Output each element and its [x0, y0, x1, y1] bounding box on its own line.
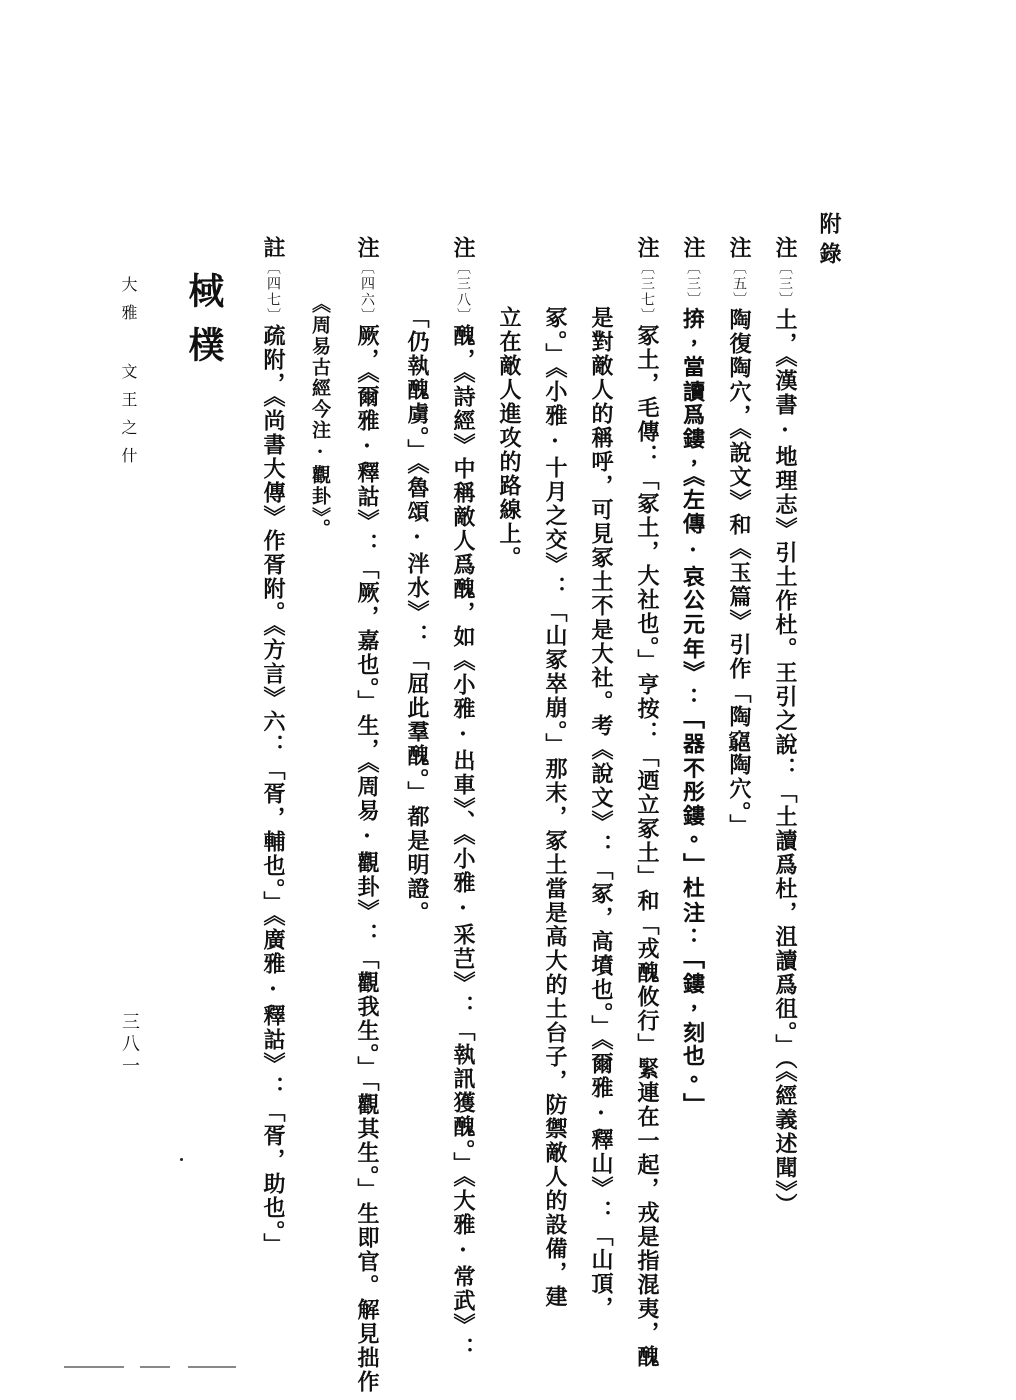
note-number: 〔四六〕: [359, 260, 375, 324]
note-label: 注: [680, 236, 706, 260]
note-label: 註: [260, 236, 286, 260]
note-4: [636, 236, 658, 1369]
note-number: 〔五〕: [731, 260, 747, 308]
note-5-continuation: 「仍執醜虜。」《魯頌·泮水》：「屈此羣醜。」都是明證。: [404, 306, 430, 925]
note-7: [262, 236, 284, 1257]
note-label: 注: [772, 236, 798, 260]
note-1: [774, 236, 796, 1217]
note-text-line: 陶復陶穴，《說文》和《玉篇》引作「陶𥨪陶穴。」: [726, 308, 752, 838]
note-number: 〔三〕: [777, 260, 793, 308]
note-text-line: 土，《漢書·地理志》引土作杜。王引之說：「土讀爲杜，沮讀爲徂。」（《經義述聞》）: [772, 308, 798, 1217]
scan-speck: [180, 1158, 183, 1161]
note-text-line: 醜，《詩經》中稱敵人爲醜，如《小雅·出車》、《小雅·采芑》：「執訊獲醜。」《大雅·常武》：: [450, 324, 476, 1361]
note-3: [682, 236, 704, 1117]
note-text-line: 疏附，《尚書大傳》作胥附。《方言》六：「胥，輔也。」《廣雅·釋詁》：「胥，助也。」: [260, 324, 286, 1257]
running-header: 附錄: [816, 212, 842, 272]
page-number: 三八一: [119, 1012, 140, 1078]
note-label: 注: [634, 236, 660, 260]
scan-artifact: [64, 1366, 124, 1368]
note-text-line: 冢土，毛傳：「冢土，大社也。」亨按：「迺立冢土」和「戎醜攸行」緊連在一起，戎是指混夷，醜: [634, 324, 660, 1369]
note-6: [356, 236, 378, 1394]
section-subtitle: 大雅 文王之什: [119, 276, 138, 475]
note-5: [452, 236, 474, 1361]
scan-artifact: [140, 1366, 170, 1368]
note-label: 注: [354, 236, 380, 260]
note-number: 〔三七〕: [639, 260, 655, 324]
note-text-line: 𢬵，當讀爲鏤，《左傳·哀公元年》：「器不彤鏤。」杜注：「鏤，刻也。」: [680, 308, 706, 1117]
note-4-continuation: 是對敵人的稱呼，可見冢土不是大社。考《說文》：「冢，高墳也。」《爾雅·釋山》：「山頂，: [588, 306, 614, 1320]
note-label: 注: [450, 236, 476, 260]
section-title: 棫樸: [183, 272, 225, 380]
note-6-continuation: 《周易古經今注·觀卦》。: [309, 294, 331, 540]
note-number: 〔三〕: [685, 260, 701, 308]
note-2: [728, 236, 750, 838]
note-4-continuation: 冢。」《小雅·十月之交》：「山冢崒崩。」那末，冢土當是高大的土台子，防禦敵人的設備，建: [542, 306, 568, 1309]
note-number: 〔三八〕: [455, 260, 471, 324]
note-number: 〔四七〕: [265, 260, 281, 324]
note-label: 注: [726, 236, 752, 260]
note-4-continuation: 立在敵人進攻的路線上。: [496, 306, 522, 570]
scan-artifact: [188, 1366, 236, 1368]
note-text-line: 厥，《爾雅·釋詁》：「厥，嘉也。」生，《周易·觀卦》：「觀我生。」「觀其生。」生即官。解見拙作: [354, 324, 380, 1394]
